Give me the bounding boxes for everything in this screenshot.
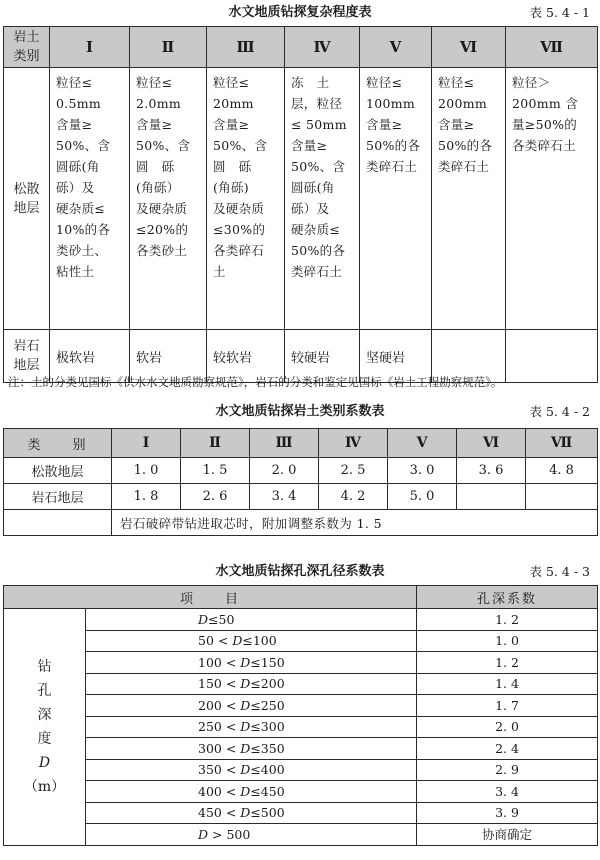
table3-item-header: 项 目 (4, 586, 417, 609)
range-lower: 150 < (198, 676, 241, 692)
table1-col-header: Ⅴ (360, 27, 432, 68)
table-cell: 粒径≤ 200mm 含量≥ 50%的各 类碎石土 (432, 68, 506, 330)
side-label-char: 孔 (37, 682, 52, 699)
table-row (4, 484, 598, 510)
table2-footnote: 岩石破碎带钻进取芯时，附加调整系数为 1. 5 (112, 510, 598, 536)
table1-col-header: Ⅰ (50, 27, 130, 68)
depth-coefficient: 1. 4 (417, 673, 598, 695)
table-cell: 2. 5 (319, 458, 388, 484)
range-lower: 450 < (198, 805, 241, 821)
depth-range (86, 738, 417, 760)
table2-col-header: Ⅳ (319, 429, 388, 458)
table-cell: 粒径≤ 2.0mm 含量≥ 50%、含 圆 砾 (角砾） 及硬杂质 ≤20%的 各类砂土 (130, 68, 207, 330)
range-variable: D (240, 783, 251, 799)
table1-heading (0, 3, 600, 23)
table1-note: 注：土的分类见国标《供水水文地质勘察规范》，岩石的分类和鉴定见国标《岩土工程勘察规范》。 (8, 375, 503, 389)
table-cell: 2. 6 (181, 484, 250, 510)
range-upper: ≤150 (250, 654, 285, 670)
depth-coefficient: 2. 4 (417, 738, 598, 760)
table1-title: 水文地质钻探复杂程度表 (228, 5, 372, 20)
depth-coefficient: 3. 9 (417, 802, 598, 824)
depth-coefficient: 1. 2 (417, 609, 598, 631)
table-row (4, 458, 598, 484)
loose-stratum-label: 松散 地层 (4, 68, 50, 330)
table-row (4, 695, 598, 717)
range-variable: D (198, 611, 209, 627)
table1-col-header: Ⅲ (207, 27, 285, 68)
range-variable: D (232, 633, 243, 649)
table-row (4, 824, 598, 846)
table-cell (4, 510, 112, 536)
table2-col-header: Ⅴ (388, 429, 457, 458)
table2-col-header: Ⅲ (250, 429, 319, 458)
table3-heading (0, 562, 600, 582)
range-lower: 350 < (198, 762, 241, 778)
range-upper: ≤200 (250, 676, 285, 692)
range-lower: 50 < (198, 633, 233, 649)
range-upper: ≤450 (250, 783, 285, 799)
depth-range (86, 716, 417, 738)
table-row (4, 630, 598, 652)
table-cell: 1. 8 (112, 484, 181, 510)
depth-coefficient: 3. 4 (417, 781, 598, 803)
table1-col-header: Ⅵ (432, 27, 506, 68)
table-cell: 较软岩 (207, 330, 285, 383)
range-upper: ≤250 (250, 697, 285, 713)
table2-heading (0, 402, 600, 422)
depth-range (86, 781, 417, 803)
table-cell (526, 484, 598, 510)
range-upper: ≤100 (242, 633, 277, 649)
table-row (4, 759, 598, 781)
table1-corner-label: 岩土 类别 (4, 27, 50, 68)
table-cell: 4. 8 (526, 458, 598, 484)
depth-range (86, 652, 417, 674)
complexity-table (3, 26, 598, 383)
side-label-char: （m） (23, 778, 66, 795)
side-label-char: 钻 (37, 658, 52, 675)
table-row (4, 716, 598, 738)
range-variable: D (240, 719, 251, 735)
range-lower: 300 < (198, 740, 241, 756)
table2-number: 表 5. 4 - 2 (529, 404, 590, 419)
side-label-char: 度 (37, 730, 52, 747)
range-lower: 400 < (198, 783, 241, 799)
table-cell (457, 484, 526, 510)
range-upper: ≤500 (250, 805, 285, 821)
table-cell: 粒径≤ 20mm 含量≥ 50%、含 圆 砾 (角砾) 及硬杂质 ≤30%的 各类碎石 土 (207, 68, 285, 330)
depth-coefficient: 2. 9 (417, 759, 598, 781)
table-cell: 粒径≤ 0.5mm 含量≥ 50%、含 圆砾(角 砾）及 硬杂质≤ 10%的各 类砂土、 粘性土 (50, 68, 130, 330)
row-label: 松散地层 (4, 458, 112, 484)
table-row (4, 510, 598, 536)
range-upper: ≤350 (250, 740, 285, 756)
table2-col-header: Ⅶ (526, 429, 598, 458)
table-row (4, 673, 598, 695)
table-cell: 软岩 (130, 330, 207, 383)
table-cell: 1. 5 (181, 458, 250, 484)
table-cell: 粒径＞ 200mm 含 量≥50%的 各类碎石土 (506, 68, 598, 330)
table2-header-row (4, 429, 598, 458)
depth-coefficient: 2. 0 (417, 716, 598, 738)
range-upper: ≤300 (250, 719, 285, 735)
table-row (4, 652, 598, 674)
table-cell: 1. 0 (112, 458, 181, 484)
table1-col-header: Ⅱ (130, 27, 207, 68)
table-row (4, 609, 598, 631)
depth-coefficient-table (3, 585, 598, 846)
side-label-char: D (38, 754, 51, 771)
table-cell: 3. 6 (457, 458, 526, 484)
depth-range (86, 673, 417, 695)
depth-range (86, 695, 417, 717)
table1-number: 表 5. 4 - 1 (529, 5, 590, 20)
depth-coefficient: 1. 7 (417, 695, 598, 717)
table3-number: 表 5. 4 - 3 (529, 564, 590, 579)
range-variable: D (240, 805, 251, 821)
depth-coefficient: 1. 2 (417, 652, 598, 674)
table-cell: 5. 0 (388, 484, 457, 510)
table-cell: 冻 土 层，粒径 ≤ 50mm 含量≥ 50%、含 圆砾(角 砾）及 硬杂质≤ 50%的各 类碎石土 (285, 68, 360, 330)
table-cell: 3. 0 (388, 458, 457, 484)
table-cell: 4. 2 (319, 484, 388, 510)
range-variable: D (240, 676, 251, 692)
table-row (4, 738, 598, 760)
row-label: 岩石地层 (4, 484, 112, 510)
depth-range (86, 824, 417, 846)
depth-coefficient: 1. 0 (417, 630, 598, 652)
table-row (4, 802, 598, 824)
table1-col-header: Ⅳ (285, 27, 360, 68)
rock-stratum-label: 岩石 地层 (4, 330, 50, 383)
table-cell: 较硬岩 (285, 330, 360, 383)
depth-range (86, 759, 417, 781)
depth-range (86, 802, 417, 824)
depth-range (86, 630, 417, 652)
range-upper: ≤400 (250, 762, 285, 778)
table2-title: 水文地质钻探岩土类别系数表 (215, 404, 385, 419)
table-cell: 坚硬岩 (360, 330, 432, 383)
range-variable: D (240, 697, 251, 713)
side-label-char: 深 (37, 706, 52, 723)
table3-title: 水文地质钻探孔深孔径系数表 (215, 564, 385, 579)
range-lower: 200 < (198, 697, 241, 713)
range-upper: ≤50 (208, 611, 235, 627)
table1-col-header: Ⅶ (506, 27, 598, 68)
table3-coef-header: 孔深系数 (417, 586, 598, 609)
range-variable: D (240, 762, 251, 778)
table2-col-header: Ⅵ (457, 429, 526, 458)
range-variable: D (240, 740, 251, 756)
table-cell: 2. 0 (250, 458, 319, 484)
table3-header-row (4, 586, 598, 609)
table-cell: 3. 4 (250, 484, 319, 510)
range-lower: 100 < (198, 654, 241, 670)
range-upper: > 500 (208, 826, 251, 842)
range-variable: D (198, 826, 209, 842)
rock-soil-coefficient-table (3, 428, 598, 536)
table-cell: 粒径≤ 100mm 含量≥ 50%的各 类碎石土 (360, 68, 432, 330)
table-cell: 极软岩 (50, 330, 130, 383)
range-lower: 250 < (198, 719, 241, 735)
table1-loose-row (4, 68, 598, 330)
table-row (4, 781, 598, 803)
table3-body (4, 609, 598, 846)
table2-col-header: Ⅱ (181, 429, 250, 458)
table2-col-header: Ⅰ (112, 429, 181, 458)
depth-side-label (4, 609, 86, 846)
table1-header-row (4, 27, 598, 68)
depth-coefficient: 协商确定 (417, 824, 598, 846)
range-variable: D (240, 654, 251, 670)
table2-category-header: 类 别 (4, 429, 112, 458)
depth-range (86, 609, 417, 631)
